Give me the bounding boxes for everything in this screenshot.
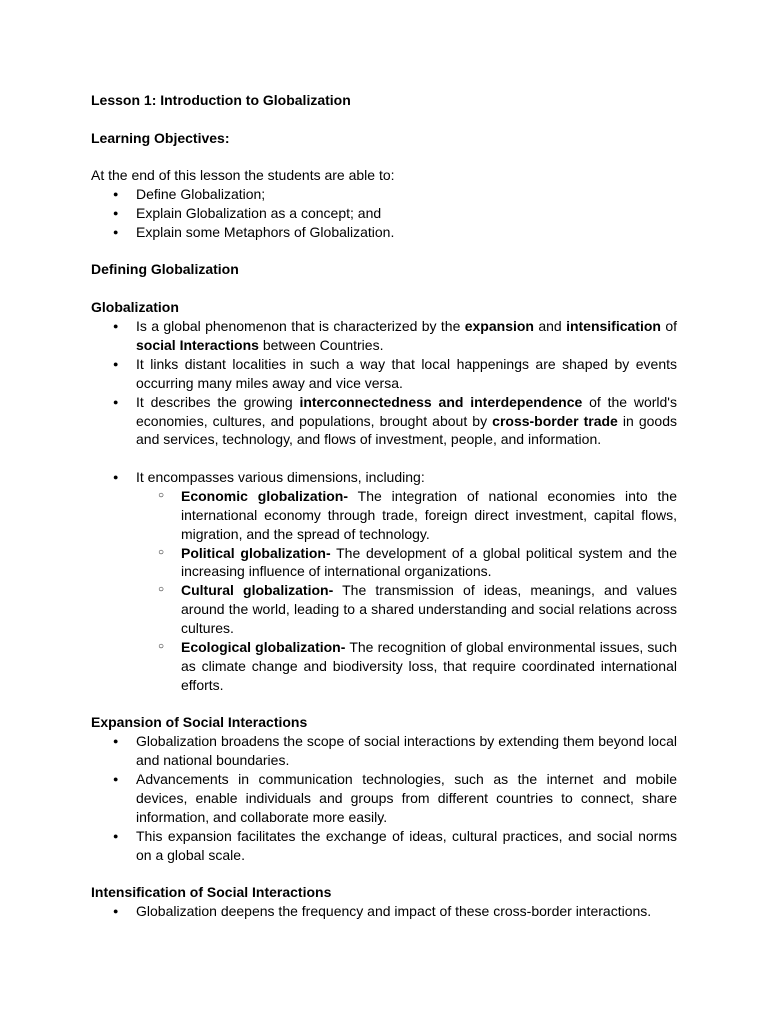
objectives-heading: Learning Objectives: xyxy=(91,129,230,146)
defining-heading: Defining Globalization xyxy=(91,261,239,278)
objectives-list xyxy=(91,185,677,242)
sub-list-item: ○ Economic globalization- The integration of national economies into the international economy through trade, foreign direct investment, capital flows, migration, and the spread of technology. xyxy=(136,487,677,544)
intensification-list xyxy=(91,902,677,921)
dimensions-sublist xyxy=(136,487,677,695)
list-item: ● Is a global phenomenon that is characterized by the expansion and intensification of social Interactions between Countries. xyxy=(91,317,677,355)
dimensions-list xyxy=(91,468,677,695)
list-item: ● It links distant localities in such a way that local happenings are shaped by events occurring many miles away and vice versa. xyxy=(91,355,677,393)
list-item: ● Globalization broadens the scope of social interactions by extending them beyond local and national boundaries. xyxy=(91,732,677,770)
expansion-heading: Expansion of Social Interactions xyxy=(91,714,308,731)
globalization-heading: Globalization xyxy=(91,299,179,315)
sub-list-item: ○ Cultural globalization- The transmission of ideas, meanings, and values around the world, leading to a shared understanding and social relations across cultures. xyxy=(136,581,677,638)
list-item: ● This expansion facilitates the exchange of ideas, cultural practices, and social norms on a global scale. xyxy=(91,827,677,865)
list-item: ● Globalization deepens the frequency and impact of these cross-border interactions. xyxy=(91,902,677,921)
list-item: ● Define Globalization; xyxy=(91,185,677,204)
list-item: ● Explain Globalization as a concept; and xyxy=(91,204,677,223)
lesson-title: Lesson 1: Introduction to Globalization xyxy=(91,92,351,108)
list-item: ● It describes the growing interconnectedness and interdependence of the world's economies, cultures, and populations, brought about by cross-border trade in goods and services, technology, and flows of investment, people, and information. xyxy=(91,393,677,450)
list-item: ● Advancements in communication technologies, such as the internet and mobile devices, enable individuals and groups from different countries to connect, share information, and collaborate more easily. xyxy=(91,770,677,827)
intensification-heading: Intensification of Social Interactions xyxy=(91,884,332,901)
globalization-list xyxy=(91,317,677,449)
expansion-list xyxy=(91,732,677,864)
sub-list-item: ○ Ecological globalization- The recognition of global environmental issues, such as climate change and biodiversity loss, that require coordinated international efforts. xyxy=(136,638,677,695)
sub-list-item: ○ Political globalization- The development of a global political system and the increasing influence of international organizations. xyxy=(136,544,677,582)
list-item: ● It encompasses various dimensions, including: ○ Economic globalization- The integration of national economies into the international economy through trade, foreign direct investment, capital flows, migration, and the spread of technology. ○ Political globalization- The development of a global political system and the increasing influence of international organizations. ○ Cultural globalization- The transmission of ideas, meanings, and values around the world, leading to a shared understanding and social relations across cultures. ○ Ecological globalization- The recognition of global environmental issues, such as climate change and biodiversity loss, that require coordinated international efforts. xyxy=(91,468,677,695)
list-item: ● Explain some Metaphors of Globalization. xyxy=(91,223,677,242)
objectives-intro: At the end of this lesson the students are able to: xyxy=(91,167,395,184)
